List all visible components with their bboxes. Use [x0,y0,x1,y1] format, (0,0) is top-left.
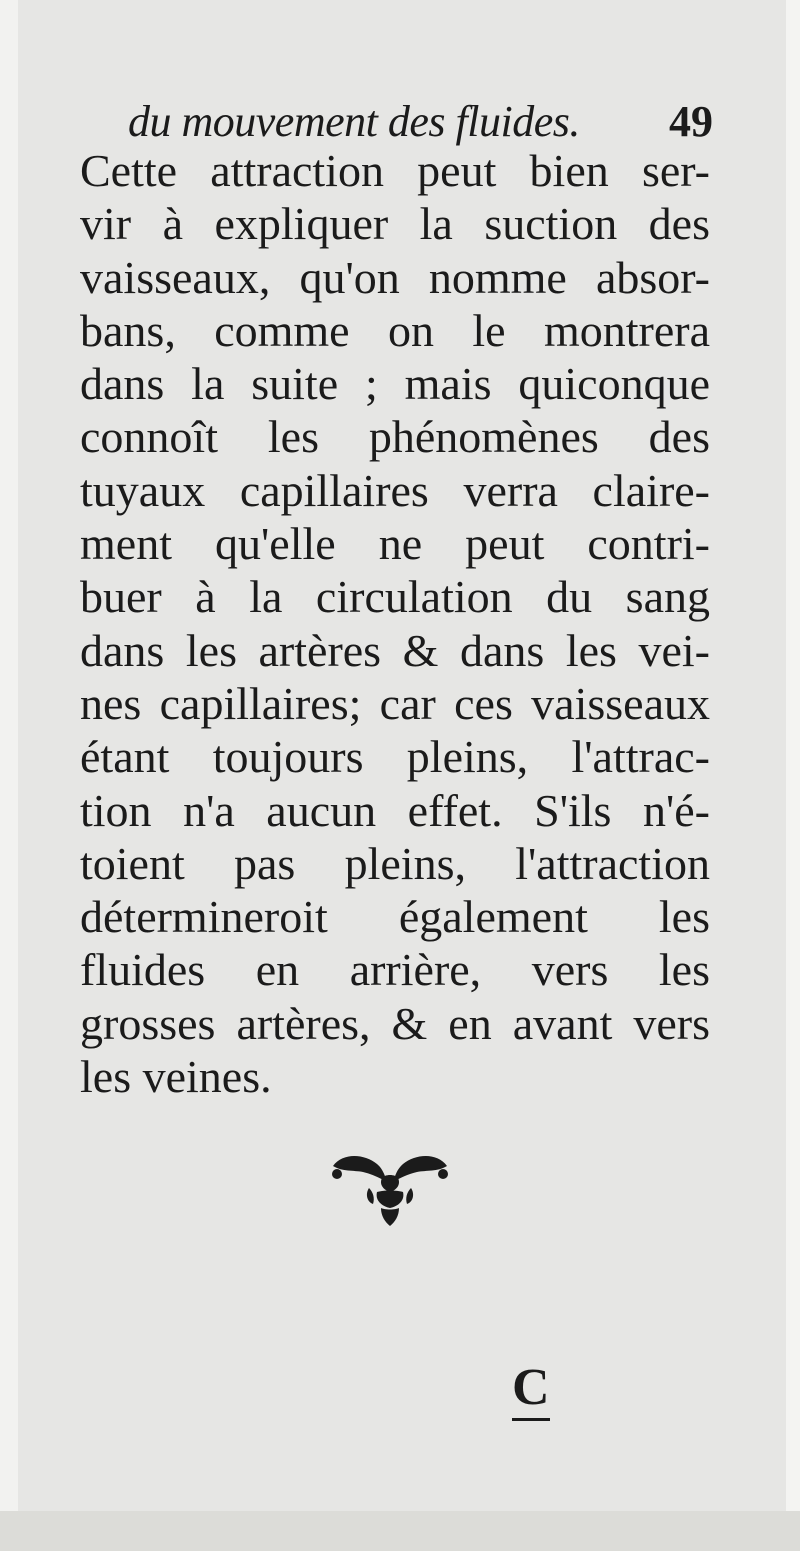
page-edge-right [786,0,800,1551]
text-line: détermineroit également les [80,891,710,943]
text-line: grosses artères, & en avant vers [80,997,710,1049]
text-line: fluides en arrière, vers les [80,944,710,996]
text-line: connoît les phénomènes des [80,411,710,463]
page-edge-left [0,0,18,1551]
text-line: dans les artères & dans les vei- [80,624,710,676]
text-line: vir à expliquer la suction des [80,198,710,250]
signature-underline [512,1418,550,1421]
text-line: buer à la circulation du sang [80,571,710,623]
page-edge-bottom [0,1511,800,1551]
text-line: tion n'a aucun effet. S'ils n'é- [80,784,710,836]
text-line: dans la suite ; mais quiconque [80,358,710,410]
running-title: du mouvement des fluides. [128,97,580,146]
text-line: Cette attraction peut bien ser- [80,145,710,196]
text-line: ment qu'elle ne peut contri- [80,518,710,570]
text-line: vaisseaux, qu'on nomme absor- [80,251,710,303]
text-line: tuyaux capillaires verra claire- [80,464,710,516]
signature-mark: C [512,1359,550,1416]
page-number: 49 [669,97,713,146]
text-line: les veines. [80,1051,272,1103]
text-line: toient pas pleins, l'attraction [80,837,710,889]
body-text [80,144,710,1103]
text-line: étant toujours pleins, l'attrac- [80,731,710,783]
text-line: nes capillaires; car ces vaisseaux [80,677,710,729]
fleuron-ornament-icon [325,1148,455,1228]
page-header [128,92,713,148]
text-line: bans, comme on le montrera [80,304,710,356]
